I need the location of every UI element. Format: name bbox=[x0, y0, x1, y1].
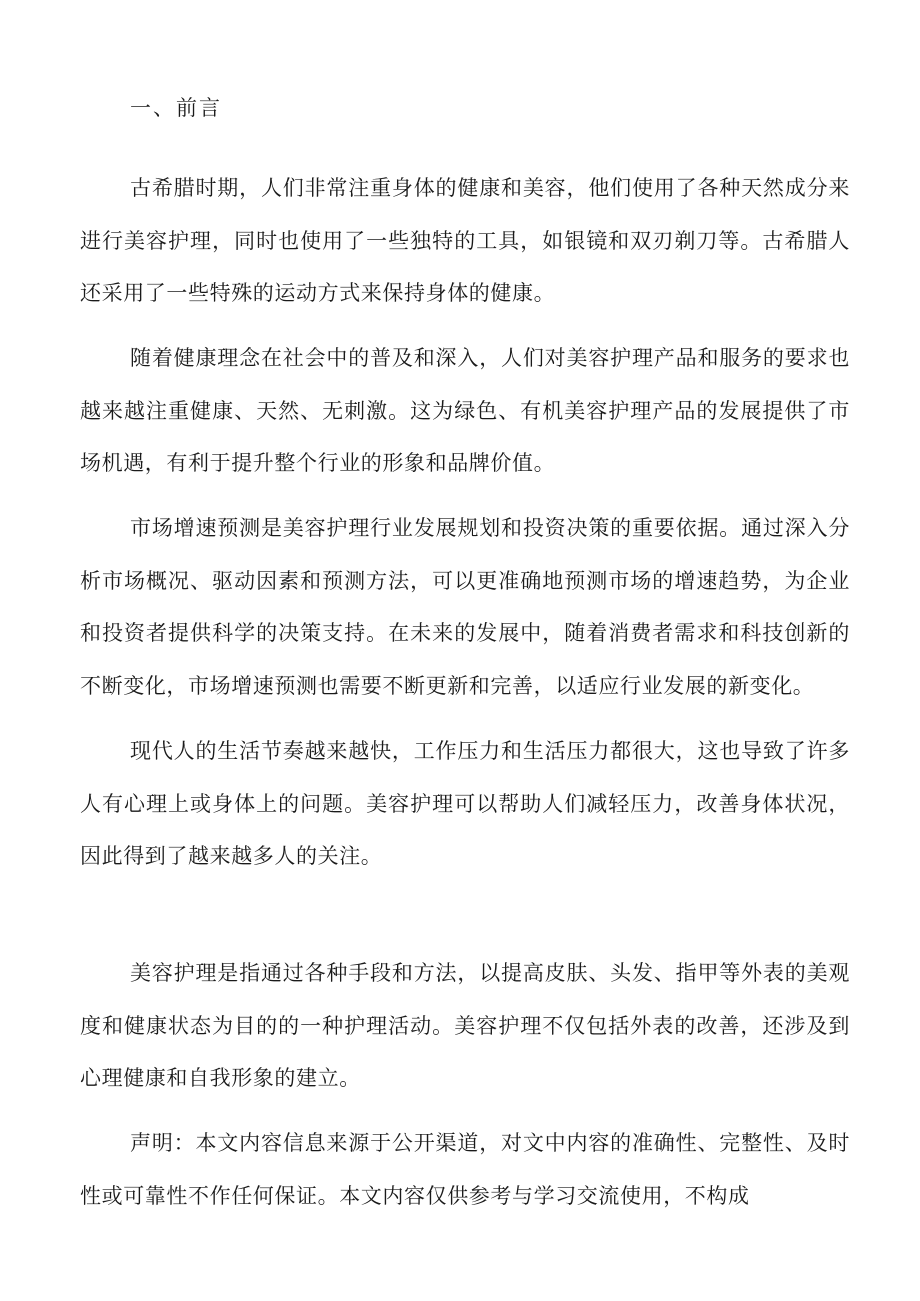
paragraph-market-forecast: 市场增速预测是美容护理行业发展规划和投资决策的重要依据。通过深入分析市场概况、驱动因素和预测方法，可以更准确地预测市场的增速趋势，为企业和投资者提供科学的决策支持。在未来的发展中，随着消费者需求和科技创新的不断变化，市场增速预测也需要不断更新和完善，以适应行业发展的新变化。 bbox=[80, 516, 850, 698]
paragraph-disclaimer: 声明：本文内容信息来源于公开渠道，对文中内容的准确性、完整性、及时性或可靠性不作任何保证。本文内容仅供参考与学习交流使用，不构成 bbox=[80, 1131, 850, 1208]
paragraph-beauty-care-definition: 美容护理是指通过各种手段和方法，以提高皮肤、头发、指甲等外表的美观度和健康状态为目的的一种护理活动。美容护理不仅包括外表的改善，还涉及到心理健康和自我形象的建立。 bbox=[80, 961, 850, 1090]
paragraph-modern-life: 现代人的生活节奏越来越快，工作压力和生活压力都很大，这也导致了许多人有心理上或身体上的问题。美容护理可以帮助人们减轻压力，改善身体状况，因此得到了越来越多人的关注。 bbox=[80, 739, 850, 868]
section-heading: 一、前言 bbox=[130, 96, 222, 120]
paragraph-ancient-greece: 古希腊时期，人们非常注重身体的健康和美容，他们使用了各种天然成分来进行美容护理，同时也使用了一些独特的工具，如银镜和双刃剃刀等。古希腊人还采用了一些特殊的运动方式来保持身体的健康。 bbox=[80, 176, 850, 305]
paragraph-health-concept: 随着健康理念在社会中的普及和深入，人们对美容护理产品和服务的要求也越来越注重健康、天然、无刺激。这为绿色、有机美容护理产品的发展提供了市场机遇，有利于提升整个行业的形象和品牌价值。 bbox=[80, 346, 850, 475]
